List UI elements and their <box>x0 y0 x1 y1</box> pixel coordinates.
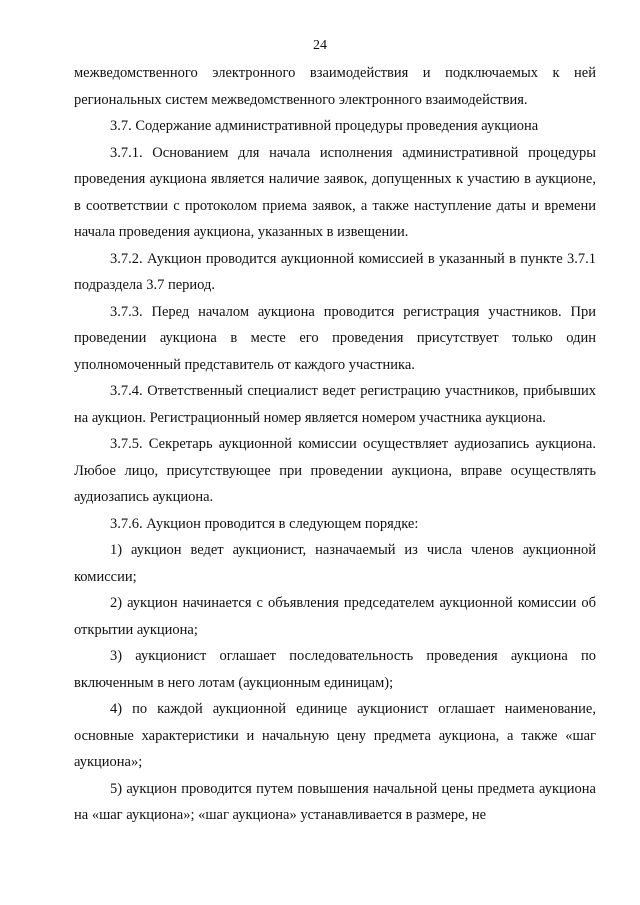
paragraph-3-7-6: 3.7.6. Аукцион проводится в следующем порядке: <box>110 515 419 532</box>
list-item-5: 5) аукцион проводится путем повышения начальной цены предмета аукциона на «шаг аукциона»; «шаг аукциона» устанавливается в размере, не <box>74 780 596 823</box>
paragraph-3-7-3: 3.7.3. Перед началом аукциона проводится регистрация участников. При проведении аукциона в месте его проведения присутствует только один уполномоченный представитель от каждого участника. <box>74 303 596 373</box>
paragraph-3-7-4: 3.7.4. Ответственный специалист ведет регистрацию участников, прибывших на аукцион. Регистрационный номер является номером участника аукциона. <box>74 383 596 426</box>
paragraph-3-7-5: 3.7.5. Секретарь аукционной комиссии осуществляет аудиозапись аукциона. Любое лицо, присутствующее при проведении аукциона, вправе осуществлять аудиозапись аукциона. <box>74 436 596 505</box>
list-item-2: 2) аукцион начинается с объявления председателем аукционной комиссии об открытии аукциона; <box>74 595 596 638</box>
section-heading-3-7: 3.7. Содержание административной процедуры проведения аукциона <box>110 118 539 134</box>
paragraph-3-7-1: 3.7.1. Основанием для начала исполнения административной процедуры проведения аукциона является наличие заявок, допущенных к участию в аукционе, в соответствии с протоколом приема заявок, а также наступление даты и времени начала проведения аукциона, указанных в извещении. <box>74 144 596 240</box>
page-number: 24 <box>313 38 327 53</box>
list-item-3: 3) аукционист оглашает последовательность проведения аукциона по включенным в него лотам (аукционным единицам); <box>74 648 596 691</box>
document-body <box>74 60 596 829</box>
paragraph-continuation: межведомственного электронного взаимодействия и подключаемых к ней региональных систем межведомственного электронного взаимодействия. <box>74 65 596 108</box>
list-item-1: 1) аукцион ведет аукционист, назначаемый из числа членов аукционной комиссии; <box>74 542 596 585</box>
list-item-4: 4) по каждой аукционной единице аукционист оглашает наименование, основные характеристики и начальную цену предмета аукциона, а также «шаг аукциона»; <box>74 701 596 770</box>
paragraph-3-7-2: 3.7.2. Аукцион проводится аукционной комиссией в указанный в пункте 3.7.1 подраздела 3.7 период. <box>74 250 596 293</box>
